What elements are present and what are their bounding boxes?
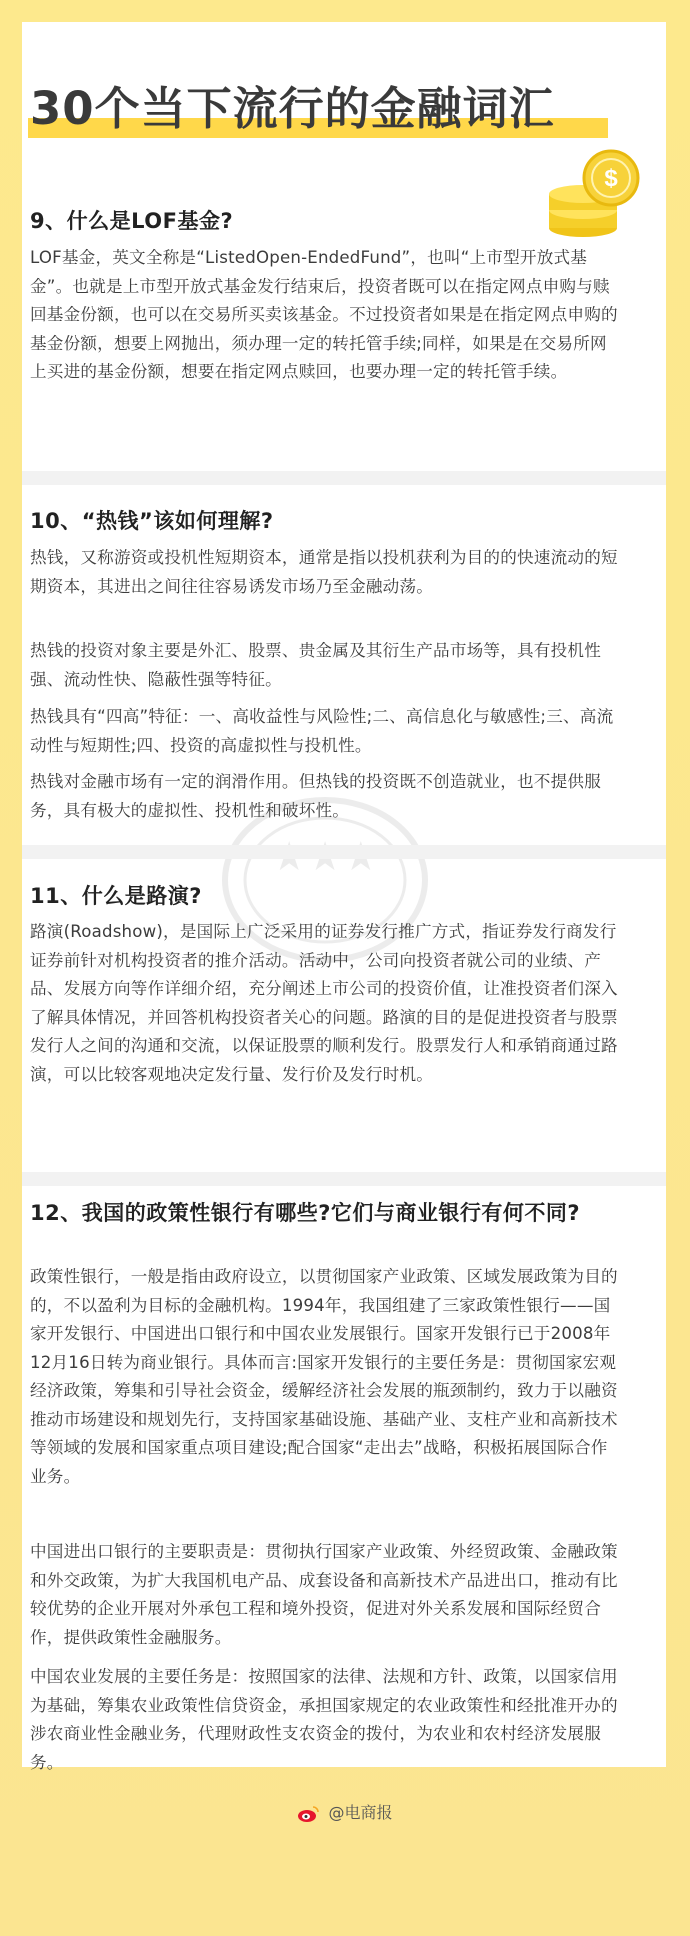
section-10-paragraph-3: 热钱具有“四高”特征：一、高收益性与风险性;二、高信息化与敏感性;三、高流动性与短期性;四、投资的高虚拟性与投机性。: [30, 707, 614, 755]
weibo-icon: [297, 1805, 319, 1823]
section-heading-11: 11、什么是路演?: [30, 884, 202, 908]
section-11-paragraph-1: 路演(Roadshow)，是国际上广泛采用的证券发行推广方式，指证券发行商发行证券前针对机构投资者的推介活动。活动中，公司向投资者就公司的业绩、产品、发展方向等作详细介绍，充分阐述上市公司的投资价值，让准投资者们深入了解具体情况，并回答机构投资者关心的问题。路演的目的是促进投资者与股票发行人之间的沟通和交流，以保证股票的顺利发行。股票发行人和承销商通过路演，可以比较客观地决定发行量、发行价及发行时机。: [30, 922, 618, 1084]
section-heading-12: 12、我国的政策性银行有哪些?它们与商业银行有何不同?: [30, 1201, 581, 1225]
section-divider: [22, 1172, 666, 1186]
section-9-paragraph-1: LOF基金，英文全称是“ListedOpen-EndedFund”，也叫“上市型开放式基金”。也就是上市型开放式基金发行结束后，投资者既可以在指定网点申购与赎回基金份额，也可以在交易所买卖该基金。不过投资者如果是在指定网点申购的基金份额，想要上网抛出，须办理一定的转托管手续;同样，如果是在交易所网上买进的基金份额，想要在指定网点赎回，也要办理一定的转托管手续。: [30, 248, 618, 381]
section-heading-10: 10、“热钱”该如何理解?: [30, 509, 274, 533]
page-title: 30个当下流行的金融词汇: [30, 82, 555, 135]
footer-watermark: [0, 1800, 690, 1823]
section-divider: [22, 471, 666, 485]
section-10-paragraph-1: 热钱，又称游资或投机性短期资本，通常是指以投机获利为目的的快速流动的短期资本，其进出之间往往容易诱发市场乃至金融动荡。: [30, 548, 618, 596]
section-12-paragraph-3: 中国农业发展的主要任务是：按照国家的法律、法规和方针、政策，以国家信用为基础，筹集农业政策性信贷资金，承担国家规定的农业政策性和经批准开办的涉农商业性金融业务，代理财政性支农资金的拨付，为农业和农村经济发展服务。: [30, 1667, 618, 1772]
section-12-paragraph-1: 政策性银行，一般是指由政府设立，以贯彻国家产业政策、区域发展政策为目的的，不以盈利为目标的金融机构。1994年，我国组建了三家政策性银行——国家开发银行、中国进出口银行和中国农业发展银行。国家开发银行已于2008年12月16日转为商业银行。具体而言:国家开发银行的主要任务是：贯彻国家宏观经济政策，筹集和引导社会资金，缓解经济社会发展的瓶颈制约，致力于以融资推动市场建设和规划先行，支持国家基础设施、基础产业、支柱产业和高新技术等领域的发展和国家重点项目建设;配合国家“走出去”战略，积极拓展国际合作业务。: [30, 1267, 618, 1486]
svg-text:$: $: [604, 165, 618, 192]
section-heading-9: 9、什么是LOF基金?: [30, 209, 234, 233]
section-10-paragraph-4: 热钱对金融市场有一定的润滑作用。但热钱的投资既不创造就业，也不提供服务，具有极大的虚拟性、投机性和破坏性。: [30, 772, 601, 820]
coin-stack-icon: [545, 148, 645, 240]
section-12-paragraph-2: 中国进出口银行的主要职责是：贯彻执行国家产业政策、外经贸政策、金融政策和外交政策，为扩大我国机电产品、成套设备和高新技术产品进出口，推动有比较优势的企业开展对外承包工程和境外投资，促进对外关系发展和国际经贸合作，提供政策性金融服务。: [30, 1542, 618, 1647]
footer-watermark-text: @电商报: [328, 1803, 393, 1822]
section-divider: [22, 845, 666, 859]
section-10-paragraph-2: 热钱的投资对象主要是外汇、股票、贵金属及其衍生产品市场等，具有投机性强、流动性快、隐蔽性强等特征。: [30, 641, 601, 689]
